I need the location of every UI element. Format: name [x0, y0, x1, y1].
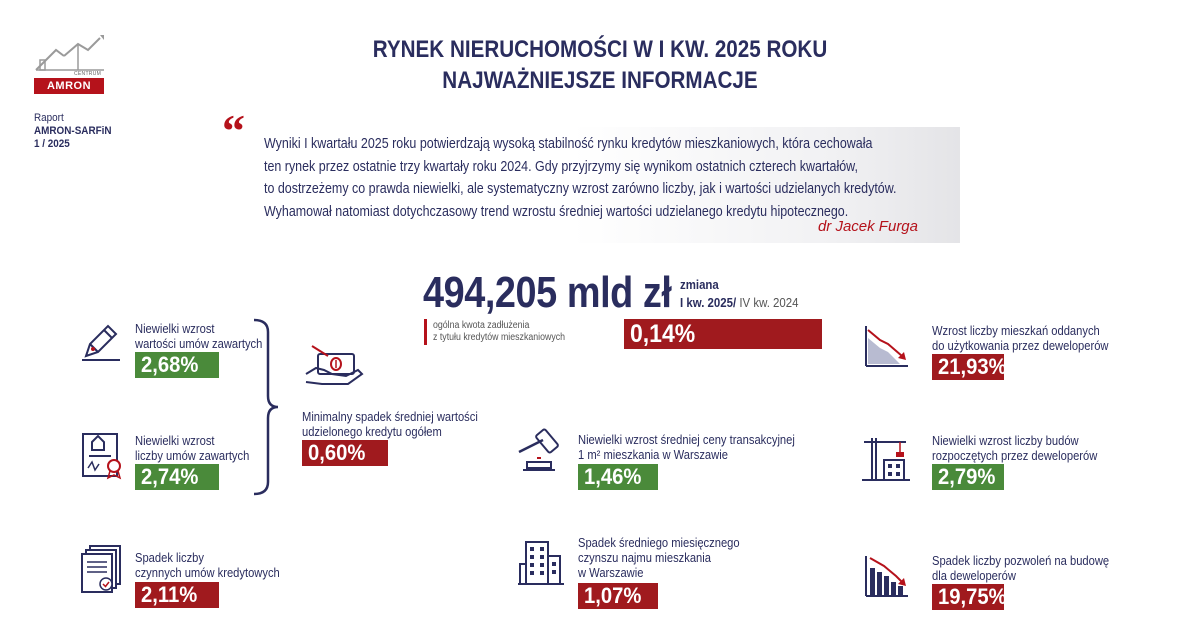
certificate-icon [80, 430, 124, 485]
change-period-bold: I kw. 2025/ [680, 295, 737, 310]
quote-line-4: Wyhamował natomiast dotychczasowy trend wzrostu średniej wartości udzielanego kredytu hipotecznego. [264, 203, 849, 220]
quote-text [264, 133, 964, 223]
debt-label [433, 320, 583, 344]
stat-rent-value: 1,07% [578, 583, 658, 609]
title-line-1: RYNEK NIERUCHOMOŚCI W I KW. 2025 ROKU [372, 36, 828, 63]
title-line-2: NAJWAŻNIEJSZE INFORMACJE [442, 67, 758, 94]
stat-rent-label: Spadek średniego miesięcznego czynszu najmu mieszkania w Warszawie [578, 535, 740, 580]
total-change-value: 0,14% [624, 319, 822, 349]
report-name: AMRON-SARFiN [34, 125, 112, 137]
stat-started-value: 2,79% [932, 464, 1004, 490]
stat-value-contracts-label: Niewielki wzrost wartości umów zawartych [135, 321, 263, 351]
documents-icon [80, 544, 126, 599]
area-chart-down-icon [862, 324, 910, 375]
stat-price-m2-label: Niewielki wzrost średniej ceny transakcyjnej 1 m² mieszkania w Warszawie [578, 432, 795, 462]
stat-count-contracts-value: 2,74% [135, 464, 219, 490]
debt-label-line-1: ogólna kwota zadłużenia [433, 320, 530, 331]
stat-completed-label: Wzrost liczby mieszkań oddanych do użytkowania przez deweloperów [932, 323, 1109, 353]
change-period [680, 276, 815, 312]
stat-active-contracts-value: 2,11% [135, 582, 219, 608]
stat-completed-value: 21,93% [932, 354, 1004, 380]
page-title [342, 34, 858, 96]
gavel-icon [515, 428, 567, 479]
debt-label-accent [424, 319, 427, 345]
stat-avg-credit-label: Minimalny spadek średniej wartości udzielonego kredytu ogółem [302, 409, 478, 439]
money-hand-icon [302, 344, 366, 395]
stat-permits-label: Spadek liczby pozwoleń na budowę dla deweloperów [932, 553, 1110, 583]
stat-count-contracts-label: Niewielki wzrost liczby umów zawartych [135, 433, 250, 463]
stat-started-label: Niewielki wzrost liczby budów rozpoczętych przez deweloperów [932, 433, 1098, 463]
stat-avg-credit-value: 0,60% [302, 440, 388, 466]
pen-icon [80, 318, 124, 367]
report-number: 1 / 2025 [34, 138, 70, 150]
quote-mark-icon: “ [222, 105, 245, 156]
report-info [34, 112, 120, 151]
amron-logo [34, 34, 106, 96]
debt-label-line-2: z tytułu kredytów mieszkaniowych [433, 332, 566, 343]
quote-author: dr Jacek Furga [817, 218, 918, 235]
building-icon [518, 538, 564, 591]
logo-brand-text: AMRON [34, 78, 104, 94]
change-label: zmiana [680, 277, 719, 292]
stat-permits-value: 19,75% [932, 584, 1004, 610]
change-period-light: IV kw. 2024 [736, 295, 799, 310]
bracket-icon [252, 318, 282, 496]
quote-line-3: to dostrzeżemy co prawda niewielki, ale systematyczny wzrost zarówno liczby, jak i wartości udzielanych kredytów. [264, 181, 897, 197]
logo-centrum-text: CENTRUM [74, 71, 102, 77]
bar-chart-down-icon [862, 554, 910, 605]
quote-line-1: Wyniki I kwartału 2025 roku potwierdzają wysoką stabilność rynku kredytów mieszkaniowych, która cechowała [264, 136, 873, 152]
report-label: Raport [34, 112, 64, 124]
stat-price-m2-value: 1,46% [578, 464, 658, 490]
crane-icon [862, 434, 910, 487]
stat-value-contracts-value: 2,68% [135, 352, 219, 378]
quote-line-2: ten rynek przez ostatnie trzy kwartały roku 2024. Gdy przyjrzymy się wynikom ostatnich czterech kwartałów, [264, 158, 858, 175]
stat-active-contracts-label: Spadek liczby czynnych umów kredytowych [135, 550, 280, 580]
total-debt-value: 494,205 mld zł [423, 268, 672, 317]
